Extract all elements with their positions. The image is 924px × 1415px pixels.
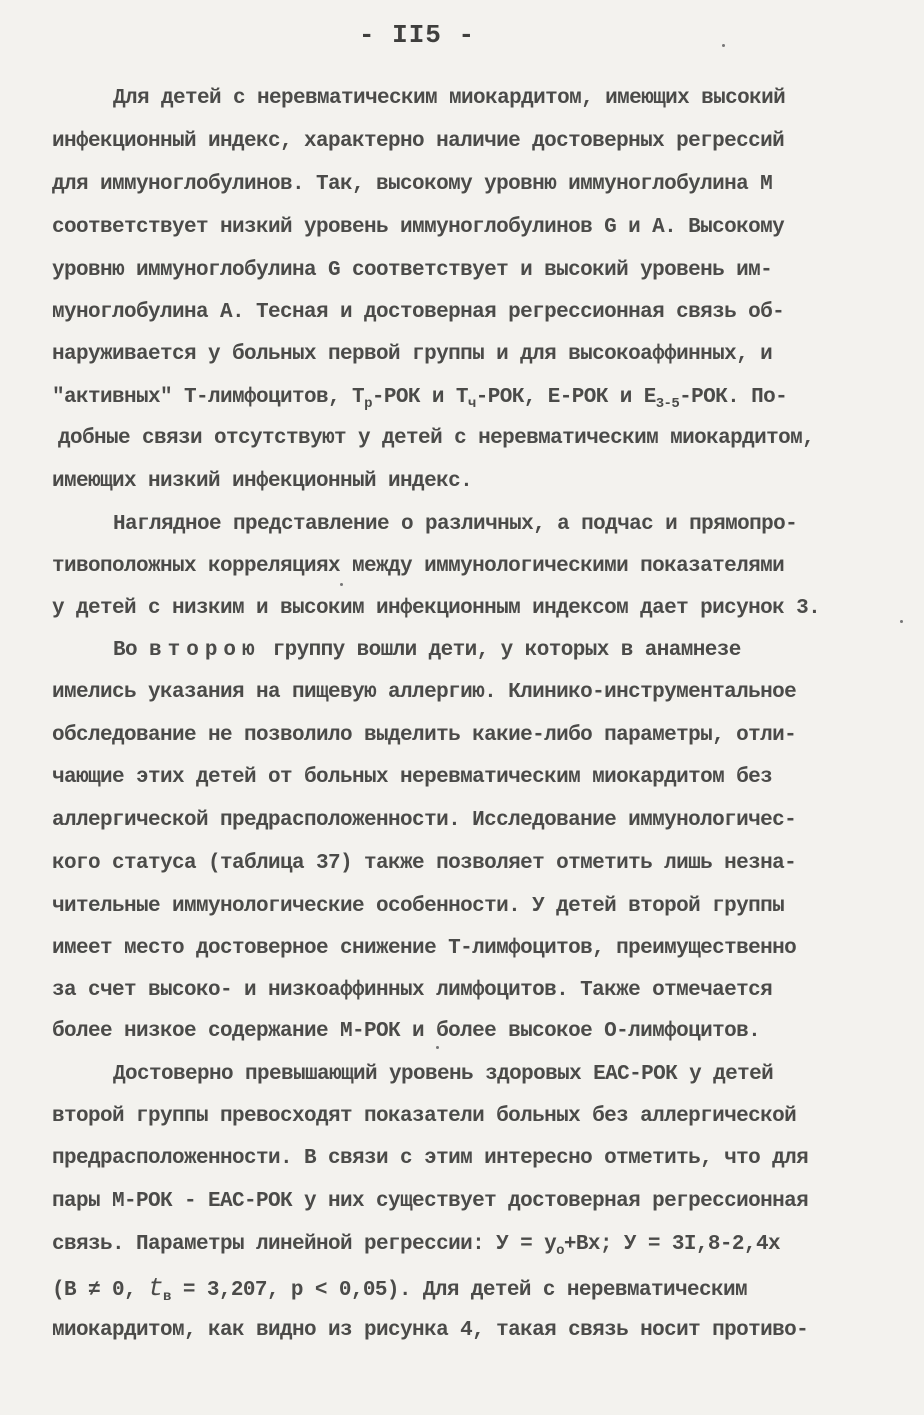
text-line-with-spaced-word <box>113 636 741 666</box>
text-line: Достоверно превышающий уровень здоровых ЕАС-РОК у детей <box>113 1063 774 1086</box>
line-part: = 3,207, р < 0,05). Для детей с неревматическим <box>170 1279 747 1302</box>
line-part: -РОК. По- <box>679 386 788 409</box>
text-line-with-subscript <box>52 1230 780 1260</box>
text-line: имеющих низкий инфекционный индекс. <box>52 470 473 493</box>
subscript: р <box>364 396 372 412</box>
text-line: чающие этих детей от больных неревматическим миокардитом без <box>52 766 773 789</box>
text-line: обследование не позволило выделить какие-либо параметры, отли- <box>52 724 797 747</box>
text-line: соответствует низкий уровень иммуноглобулинов G и А. Высокому <box>52 216 785 239</box>
line-part: группу вошли дети, у которых в анамнезе <box>260 639 741 662</box>
text-line: имелись указания на пищевую аллергию. Клинико-инструментальное <box>52 681 797 704</box>
page-number: - II5 - <box>358 20 476 50</box>
text-line: имеет место достоверное снижение Т-лимфоцитов, преимущественно <box>52 937 797 960</box>
text-line: Для детей с неревматическим миокардитом, имеющих высокий <box>113 87 786 110</box>
text-line: пары М-РОК - ЕАС-РОК у них существует достоверная регрессионная <box>52 1190 809 1213</box>
subscript: 3-5 <box>655 396 680 412</box>
text-line: у детей с низким и высоким инфекционным индексом дает рисунок 3. <box>52 597 821 620</box>
subscript: ч <box>467 396 476 412</box>
scan-speck <box>722 44 725 47</box>
text-line-with-subscripts <box>52 383 787 413</box>
subscript: о <box>556 1243 564 1259</box>
handwritten-t-symbol: t <box>148 1273 164 1303</box>
line-part: +Вх; У = 3I,8-2,4х <box>563 1233 780 1256</box>
scan-speck <box>340 583 343 586</box>
text-line: второй группы превосходят показатели больных без аллергической <box>52 1105 797 1128</box>
text-line: миокардитом, как видно из рисунка 4, такая связь носит противо- <box>52 1319 809 1342</box>
text-line: инфекционный индекс, характерно наличие достоверных регрессий <box>52 130 785 153</box>
text-line: Наглядное представление о различных, а подчас и прямопро- <box>113 513 798 536</box>
text-line: кого статуса (таблица 37) также позволяет отметить лишь незна- <box>52 852 797 875</box>
text-line: уровню иммуноглобулина G соответствует и высокий уровень им- <box>52 259 773 282</box>
text-line: более низкое содержание М-РОК и более высокое О-лимфоцитов. <box>52 1020 761 1043</box>
line-part: связь. Параметры линейной регрессии: У = у <box>52 1233 557 1256</box>
line-part: "активных" Т-лимфоцитов, Т <box>52 386 365 409</box>
line-part: Во <box>113 639 150 662</box>
text-line: муноглобулина А. Тесная и достоверная регрессионная связь об- <box>52 301 785 324</box>
text-line: наруживается у больных первой группы и для высокоаффинных, и <box>52 343 773 366</box>
line-part: -РОК, Е-РОК и Е <box>475 386 656 409</box>
subscript: в <box>163 1289 171 1305</box>
scan-speck <box>900 620 903 623</box>
text-line: тивоположных корреляциях между иммунологическими показателями <box>52 555 785 578</box>
text-line: аллергической предрасположенности. Исследование иммунологичес- <box>52 809 797 832</box>
text-line: добные связи отсутствуют у детей с неревматическим миокардитом, <box>58 427 815 450</box>
text-line: для иммуноглобулинов. Так, высокому уровню иммуноглобулина М <box>52 173 773 196</box>
text-line: за счет высоко- и низкоаффинных лимфоцитов. Также отмечается <box>52 979 773 1002</box>
text-line-with-formula <box>52 1273 747 1306</box>
scan-speck <box>436 1046 439 1049</box>
line-part: -РОК и Т <box>371 386 468 409</box>
text-line: чительные иммунологические особенности. У детей второй группы <box>52 895 785 918</box>
text-line: предрасположенности. В связи с этим интересно отметить, что для <box>52 1147 809 1170</box>
spaced-word: второю <box>149 639 261 662</box>
line-part: (В ≠ 0, <box>52 1279 149 1302</box>
